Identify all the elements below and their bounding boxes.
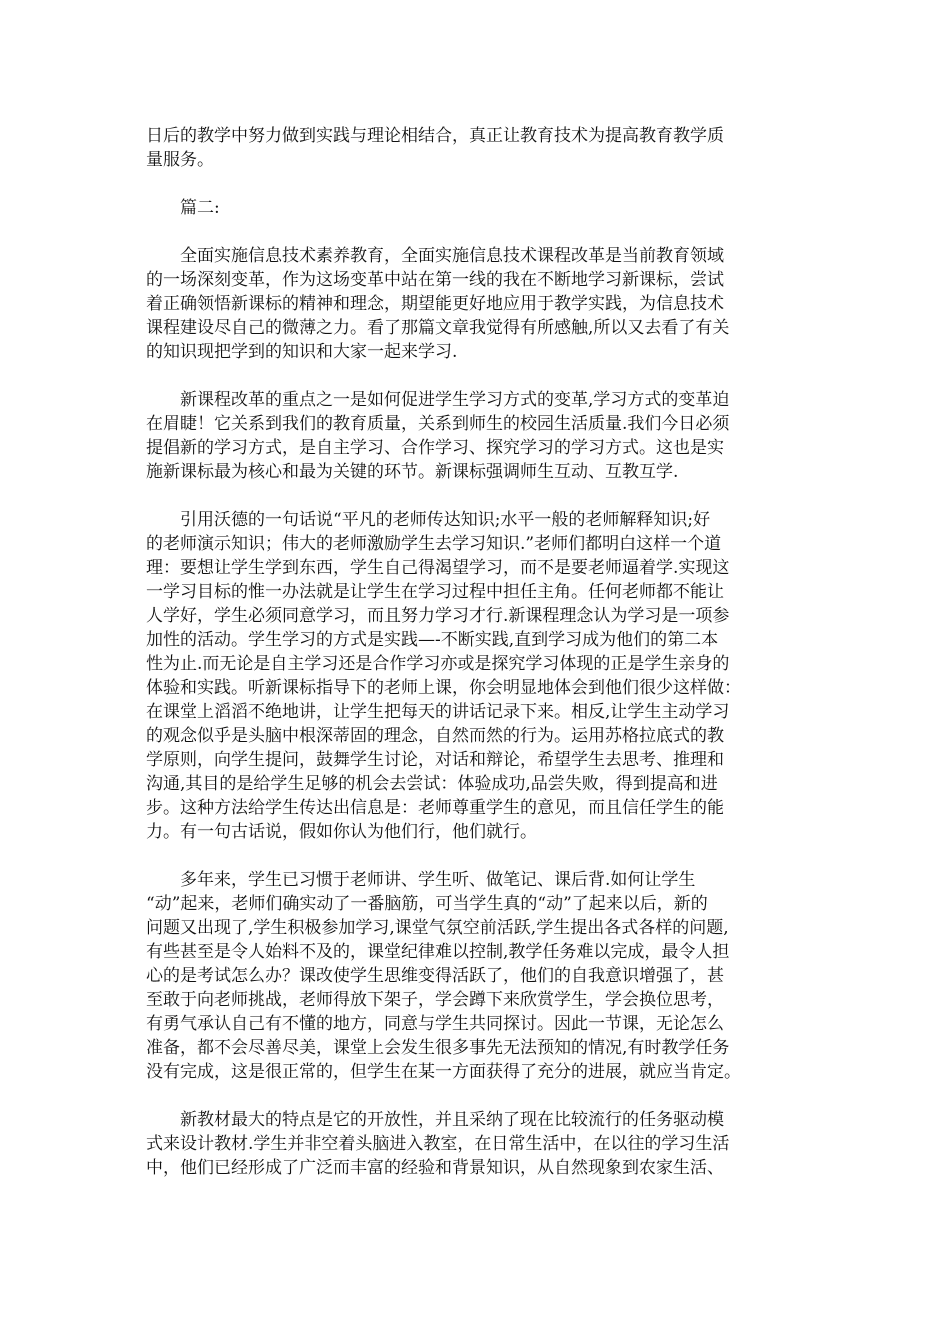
paragraph [146, 868, 806, 1084]
text-line: 准备，都不会尽善尽美，课堂上会发生很多事先无法预知的情况,有时教学任务 [146, 1038, 730, 1058]
text-line: 的知识现把学到的知识和大家一起来学习. [146, 342, 458, 362]
text-line: “动”起来，老师们确实动了一番脑筋，可当学生真的“动”了起来以后，新的 [146, 894, 708, 914]
paragraph [146, 508, 806, 844]
text-line: 理：要想让学生学到东西，学生自己得渴望学习，而不是要老师逼着学.实现这 [146, 558, 730, 578]
paragraph [146, 124, 806, 172]
text-line: 步。这种方法给学生传达出信息是：老师尊重学生的意见，而且信任学生的能 [146, 798, 724, 818]
text-line: 的老师演示知识；伟大的老师激励学生去学习知识.”老师们都明白这样一个道 [146, 534, 722, 554]
text-line: 问题又出现了,学生积极参加学习,课堂气氛空前活跃,学生提出各式各样的问题, [146, 918, 729, 938]
document-body [146, 124, 806, 1204]
paragraph [146, 196, 806, 220]
text-line: 的一场深刻变革，作为这场变革中站在第一线的我在不断地学习新课标，尝试 [146, 270, 724, 290]
text-line: 有些甚至是令人始料不及的，课堂纪律难以控制,教学任务难以完成，最令人担 [146, 942, 730, 962]
text-line: 提倡新的学习方式，是自主学习、合作学习、探究学习的学习方式。这也是实 [146, 438, 724, 458]
text-line: 新课程改革的重点之一是如何促进学生学习方式的变革,学习方式的变革迫 [180, 390, 730, 410]
text-line: 引用沃德的一句话说“平凡的老师传达知识;水平一般的老师解释知识;好 [180, 510, 711, 530]
text-line: 力。有一句古话说，假如你认为他们行，他们就行。 [146, 822, 537, 842]
text-line: 没有完成，这是很正常的，但学生在某一方面获得了充分的进展，就应当肯定。 [146, 1062, 741, 1082]
text-line: 至敢于向老师挑战，老师得放下架子，学会蹲下来欣赏学生，学会换位思考， [146, 990, 724, 1010]
text-line: 沟通,其目的是给学生足够的机会去尝试：体验成功,品尝失败，得到提高和进 [146, 774, 718, 794]
text-line: 量服务。 [146, 150, 214, 170]
text-line: 中，他们已经形成了广泛而丰富的经验和背景知识，从自然现象到农家生活、 [146, 1158, 724, 1178]
text-line: 在眉睫！它关系到我们的教育质量，关系到师生的校园生活质量.我们今日必须 [146, 414, 730, 434]
text-line: 施新课标最为核心和最为关键的环节。新课标强调师生互动、互教互学. [146, 462, 679, 482]
text-line: 一学习目标的惟一办法就是让学生在学习过程中担任主角。任何老师都不能让 [146, 582, 724, 602]
text-line: 多年来，学生已习惯于老师讲、学生听、做笔记、课后背.如何让学生 [180, 870, 696, 890]
text-line: 体验和实践。听新课标指导下的老师上课，你会明显地体会到他们很少这样做： [146, 678, 741, 698]
text-line: 篇二: [180, 198, 220, 218]
text-line: 心的是考试怎么办？课改使学生思维变得活跃了，他们的自我意识增强了，甚 [146, 966, 724, 986]
text-line: 课程建设尽自己的微薄之力。看了那篇文章我觉得有所感触,所以又去看了有关 [146, 318, 730, 338]
text-line: 着正确领悟新课标的精神和理念，期望能更好地应用于教学实践，为信息技术 [146, 294, 724, 314]
paragraph [146, 1108, 806, 1180]
paragraph [146, 388, 806, 484]
text-line: 在课堂上滔滔不绝地讲，让学生把每天的讲话记录下来。相反,让学生主动学习 [146, 702, 730, 722]
paragraph [146, 244, 806, 364]
text-line: 全面实施信息技术素养教育，全面实施信息技术课程改革是当前教育领域 [180, 246, 724, 266]
text-line: 性为止.而无论是自主学习还是合作学习亦或是探究学习体现的正是学生亲身的 [146, 654, 730, 674]
text-line: 的观念似乎是头脑中根深蒂固的理念，自然而然的行为。运用苏格拉底式的教 [146, 726, 724, 746]
text-line: 式来设计教材.学生并非空着头脑进入教室，在日常生活中，在以往的学习生活 [146, 1134, 730, 1154]
text-line: 有勇气承认自己有不懂的地方，同意与学生共同探讨。因此一节课，无论怎么 [146, 1014, 724, 1034]
text-line: 加性的活动。学生学习的方式是实践—-不断实践,直到学习成为他们的第二本 [146, 630, 719, 650]
text-line: 人学好，学生必须同意学习，而且努力学习才行.新课程理念认为学习是一项参 [146, 606, 730, 626]
text-line: 新教材最大的特点是它的开放性，并且采纳了现在比较流行的任务驱动模 [180, 1110, 724, 1130]
text-line: 日后的教学中努力做到实践与理论相结合，真正让教育技术为提高教育教学质 [146, 126, 724, 146]
text-line: 学原则，向学生提问，鼓舞学生讨论，对话和辩论，希望学生去思考、推理和 [146, 750, 724, 770]
